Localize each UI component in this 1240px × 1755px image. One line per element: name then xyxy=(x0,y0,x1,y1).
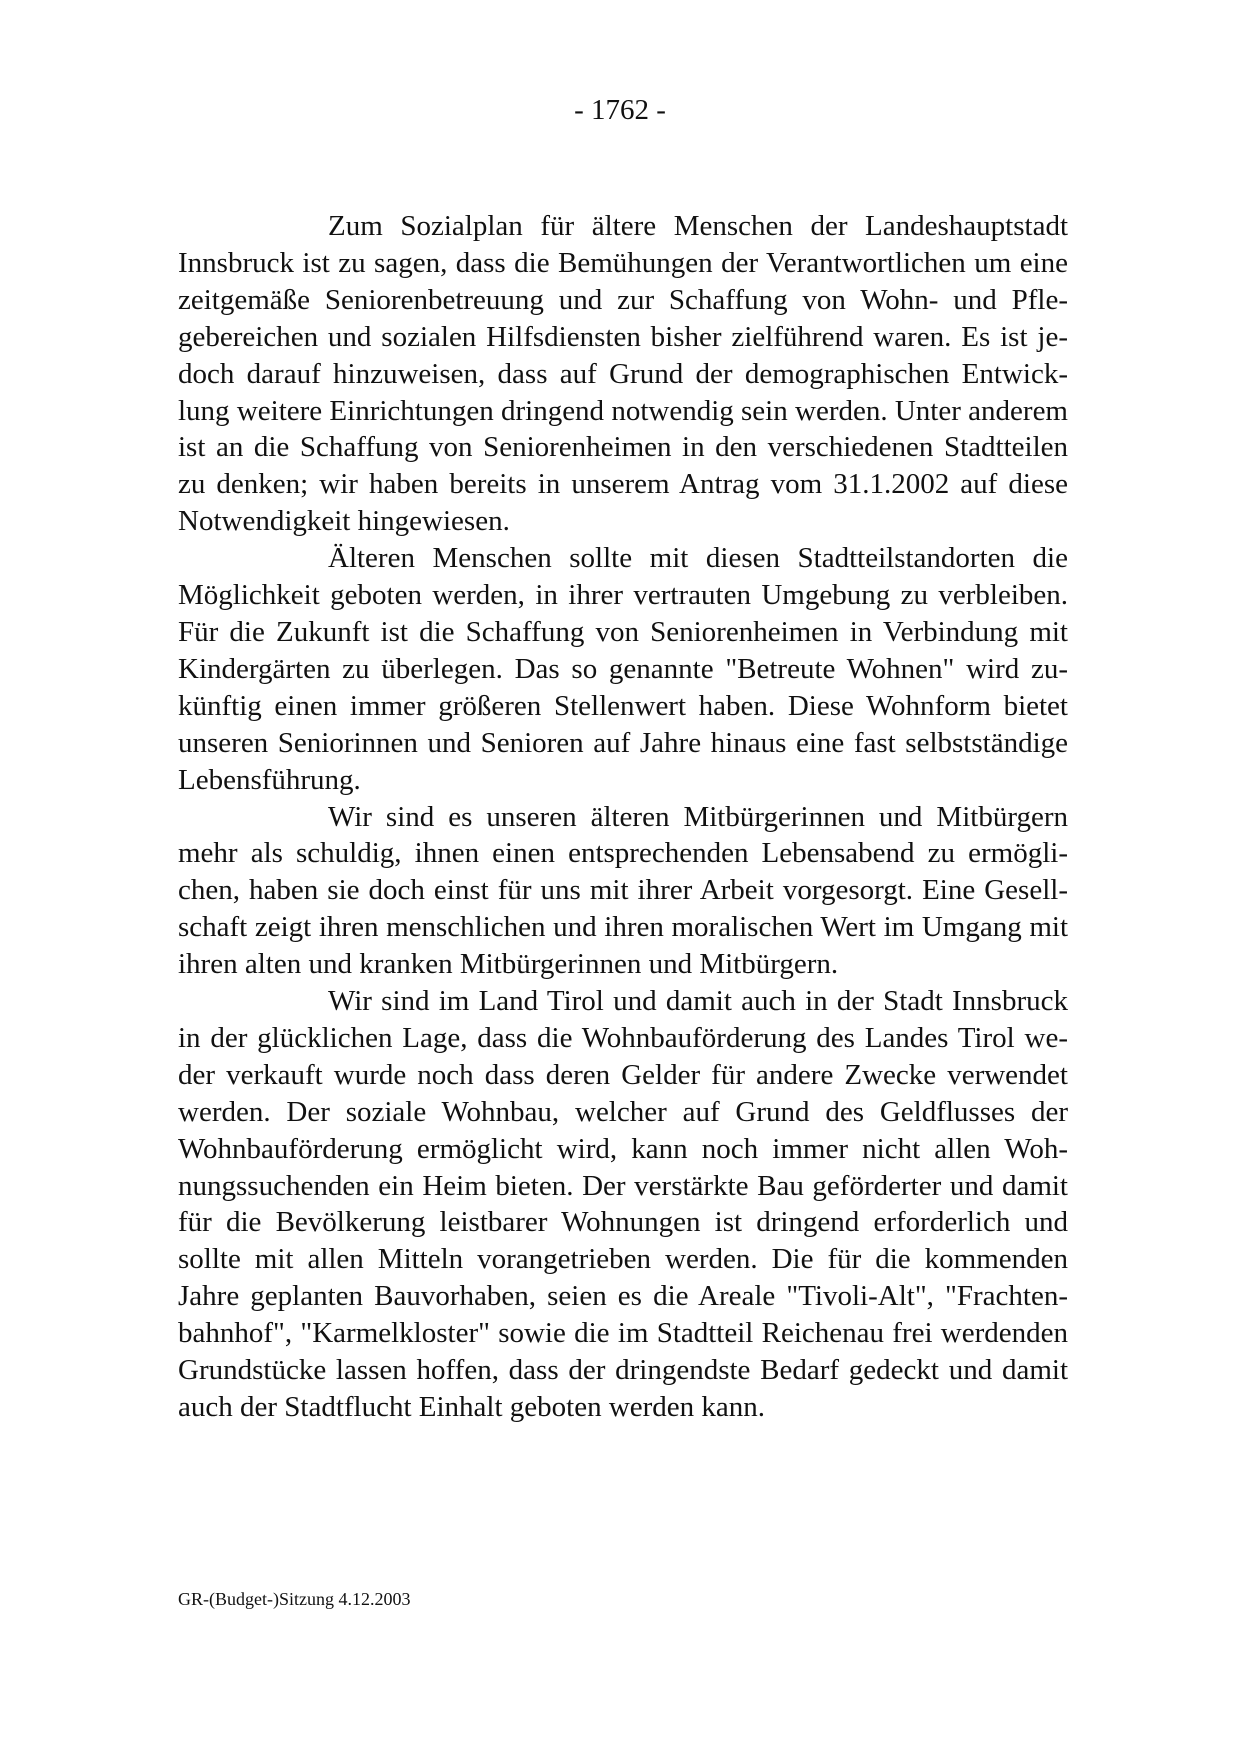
paragraph-4: Wir sind im Land Tirol und damit auch in der Stadt Innsbruck in der glücklichen Lage, dass die Wohnbauförderung des Landes Tirol weder verkauft wurde noch dass deren Gelder für andere Zwecke verwendet werden. Der soziale Wohnbau, welcher auf Grund des Geldflusses der Wohnbauförderung ermöglicht wird, kann noch immer nicht allen Wohnungssuchenden ein Heim bieten. Der verstärkte Bau geförderter und damit für die Bevölkerung leistbarer Wohnungen ist dringend erforderlich und sollte mit allen Mitteln vorangetrieben werden. Die für die kommenden Jahre geplanten Bauvorhaben, seien es die Areale "Tivoli-Alt", "Frachtenbahnhof", "Karmelkloster" sowie die im Stadtteil Reichenau frei werdenden Grundstücke lassen hoffen, dass der dringendste Bedarf gedeckt und damit auch der Stadtflucht Einhalt geboten werden kann. xyxy=(178,985,1068,1423)
paragraph-1: Zum Sozialplan für ältere Menschen der Landeshauptstadt Innsbruck ist zu sagen, dass die Bemühungen der Verantwortlichen um eine zeitgemäße Seniorenbetreuung und zur Schaffung von Wohn- und Pflegebereichen und sozialen Hilfsdiensten bisher zielführend waren. Es ist jedoch darauf hinzuweisen, dass auf Grund der demographischen Entwicklung weitere Einrichtungen dringend notwendig sein werden. Unter anderem ist an die Schaffung von Seniorenheimen in den verschiedenen Stadtteilen zu denken; wir haben bereits in unserem Antrag vom 31.1.2002 auf diese Notwendigkeit hingewiesen. xyxy=(178,210,1068,538)
document-body xyxy=(178,208,1068,1426)
paragraph-3: Wir sind es unseren älteren Mitbürgerinnen und Mitbürgern mehr als schuldig, ihnen einen entsprechenden Lebensabend zu ermöglichen, haben sie doch einst für uns mit ihrer Arbeit vorgesorgt. Eine Gesellschaft zeigt ihren menschlichen und ihren moralischen Wert im Umgang mit ihren alten und kranken Mitbürgerinnen und Mitbürgern. xyxy=(178,800,1068,981)
footer-session-note: GR-(Budget-)Sitzung 4.12.2003 xyxy=(178,1589,411,1609)
page-number: - 1762 - xyxy=(574,94,666,126)
paragraph-2: Älteren Menschen sollte mit diesen Stadtteilstandorten die Möglichkeit geboten werden, in ihrer vertrauten Umgebung zu verbleiben. Für die Zukunft ist die Schaffung von Seniorenheimen in Verbindung mit Kindergärten zu überlegen. Das so genannte "Betreute Wohnen" wird zukünftig einen immer größeren Stellenwert haben. Diese Wohnform bietet unseren Seniorinnen und Senioren auf Jahre hinaus eine fast selbstständige Lebensführung. xyxy=(178,542,1068,796)
